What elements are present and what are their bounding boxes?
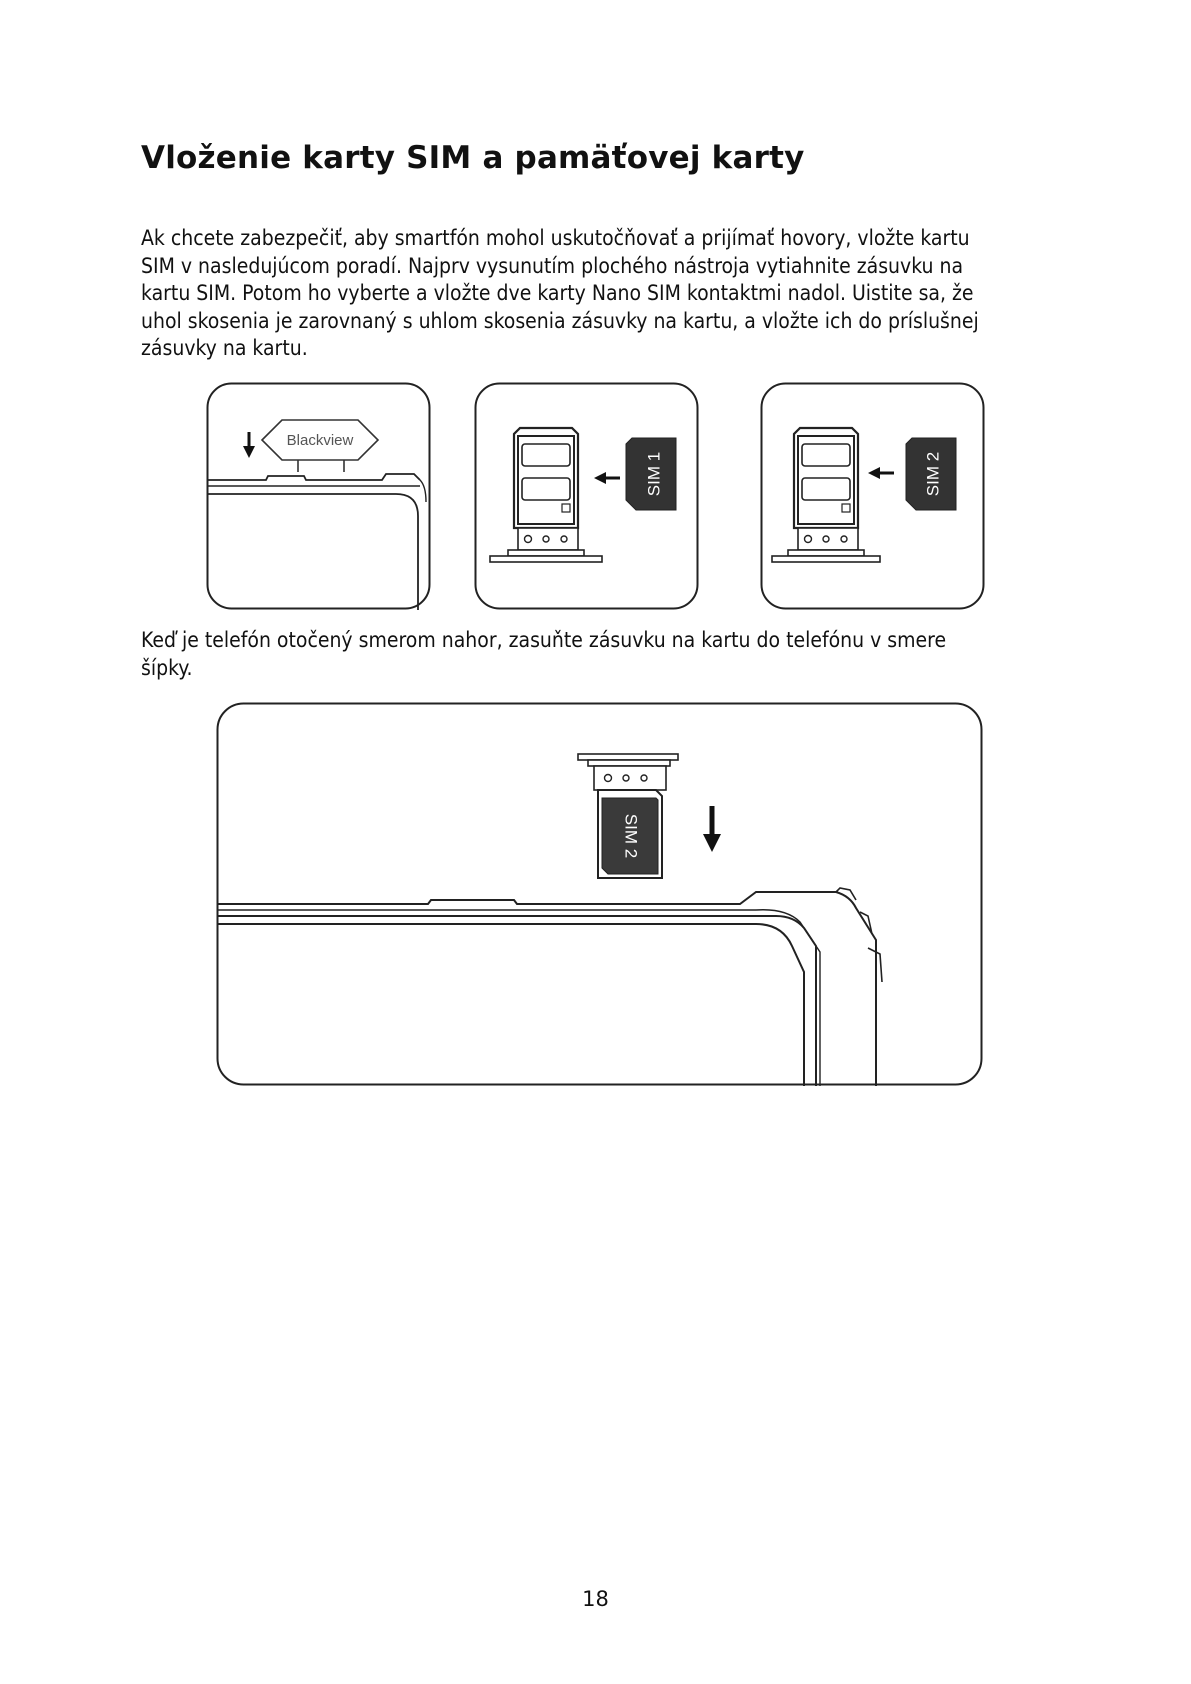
paragraph-line: Ak chcete zabezpečiť, aby smartfón mohol uskutočňovať a prijímať hovory, vložte kartu xyxy=(141,226,970,250)
paragraph-line: Keď je telefón otočený smerom nahor, zasuňte zásuvku na kartu do telefónu v smere xyxy=(141,628,947,652)
figure-insert-sim1 xyxy=(474,382,699,610)
paragraph-line: šípky. xyxy=(141,655,193,680)
sim-card-label: SIM 2 xyxy=(621,813,641,859)
sim2-card xyxy=(906,438,956,510)
figure-insert-tray-into-phone xyxy=(216,702,983,1086)
sim1-card xyxy=(626,438,676,510)
instructions-paragraph-1 xyxy=(141,225,979,363)
sim-card-label: SIM 1 xyxy=(644,451,664,497)
paragraph-line: zásuvky na kartu. xyxy=(141,336,308,360)
instructions-paragraph-2 xyxy=(141,627,946,682)
page-number: 18 xyxy=(582,1587,609,1611)
page-title: Vloženie karty SIM a pamäťovej karty xyxy=(141,140,805,176)
paragraph-line: SIM v nasledujúcom poradí. Najprv vysunutím plochého nástroja vytiahnite zásuvku na xyxy=(141,253,964,278)
paragraph-line: kartu SIM. Potom ho vyberte a vložte dve karty Nano SIM kontaktmi nadol. Uistite sa, že xyxy=(141,281,974,305)
sim-card-label: SIM 2 xyxy=(923,451,943,497)
figure-insert-sim2 xyxy=(760,382,985,610)
figure-eject-tray xyxy=(206,382,431,610)
paragraph-line: uhol skosenia je zarovnaný s uhlom skosenia zásuvky na kartu, a vložte ich do príslušnej xyxy=(141,308,979,333)
brand-label: Blackview xyxy=(286,432,354,449)
